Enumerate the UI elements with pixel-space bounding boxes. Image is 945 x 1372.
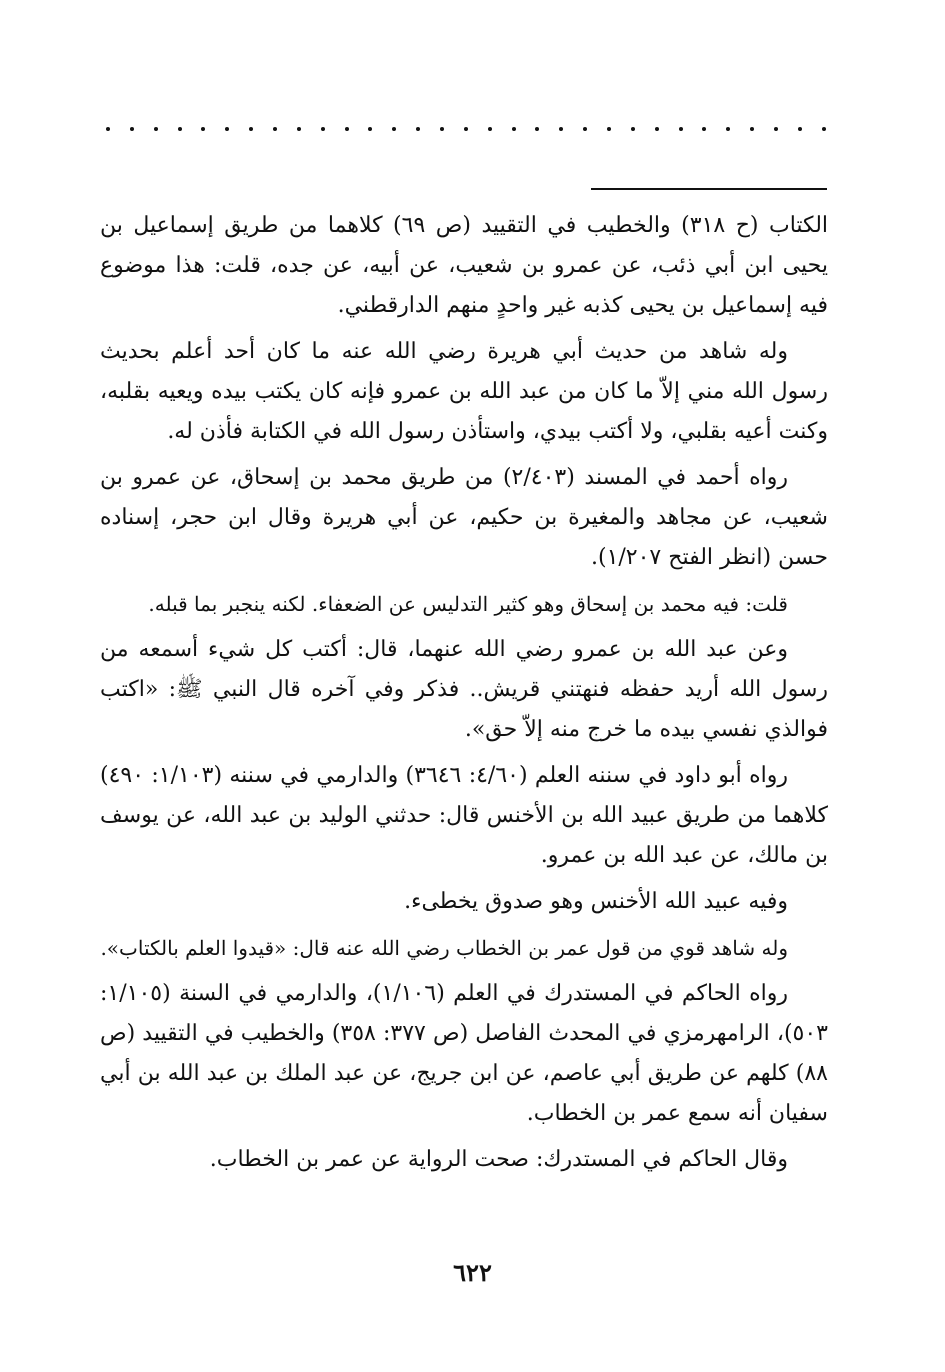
- separator-dot: [512, 127, 516, 131]
- separator-dot: [655, 127, 659, 131]
- separator-dot: [631, 127, 635, 131]
- paragraph-6: رواه أبو داود في سننه العلم (٤/٦٠: ٣٦٤٦) والدارمي في سننه (١/١٠٣: ٤٩٠) كلاهما من طريق عبيد الله بن الأخنس قال: حدثني الوليد بن عبد الله، عن يوسف بن مالك، عن عبد الله بن عمرو.: [100, 763, 828, 868]
- dotted-separator: [106, 124, 826, 134]
- separator-dot: [679, 127, 683, 131]
- paragraph-4: قلت: فيه محمد بن إسحاق وهو كثير التدليس عن الضعفاء. لكنه ينجبر بما قبله.: [148, 592, 788, 616]
- separator-dot: [702, 127, 706, 131]
- paragraph-3: رواه أحمد في المسند (٢/٤٠٣) من طريق محمد بن إسحاق، عن عمرو بن شعيب، عن مجاهد والمغيرة بن حكيم، عن أبي هريرة وقال ابن حجر، إسناده حسن (انظر الفتح ١/٢٠٧).: [100, 465, 828, 570]
- separator-dot: [726, 127, 730, 131]
- separator-dot: [249, 127, 253, 131]
- paragraph-1: الكتاب (ح ٣١٨) والخطيب في التقييد (ص ٦٩) كلاهما من طريق إسماعيل بن يحيى ابن أبي ذئب، عن عمرو بن شعيب، عن أبيه، عن جده، قلت: هذا موضوع فيه إسماعيل بن يحيى كذبه غير واحدٍ منهم الدارقطني.: [100, 213, 829, 318]
- separator-dot: [822, 127, 826, 131]
- separator-dot: [798, 127, 802, 131]
- separator-dot: [392, 127, 396, 131]
- separator-dot: [464, 127, 468, 131]
- paragraph-9: رواه الحاكم في المستدرك في العلم (١/١٠٦)، والدارمي في السنة (١/١٠٥: ٥٠٣)، الرامهرمزي في المحدث الفاصل (ص ٣٧٧: ٣٥٨) والخطيب في التقييد (ص ٨٨) كلهم عن طريق أبي عاصم، عن ابن جريج، عن عبد الملك بن عبد الله بن أبي سفيان أنه سمع عمر بن الخطاب.: [100, 981, 828, 1126]
- separator-dot: [321, 127, 325, 131]
- separator-dot: [607, 127, 611, 131]
- separator-dot: [559, 127, 563, 131]
- paragraph-5: وعن عبد الله بن عمرو رضي الله عنهما، قال: أكتب كل شيء أسمعه من رسول الله أريد حفظه فنهتني قريش.. فذكر وفي آخره قال النبي ﷺ: «اكتب فوالذي نفسي بيده ما خرج منه إلاّ حق».: [100, 637, 828, 742]
- paragraph-8: وله شاهد قوي من قول عمر بن الخطاب رضي الله عنه قال: «قيدوا العلم بالكتاب».: [100, 936, 788, 960]
- footnote-text: [100, 206, 828, 1186]
- page-number: ٦٢٢: [453, 1258, 492, 1287]
- separator-dot: [368, 127, 372, 131]
- separator-dot: [297, 127, 301, 131]
- separator-dot: [178, 127, 182, 131]
- separator-dot: [535, 127, 539, 131]
- separator-dot: [106, 127, 110, 131]
- separator-dot: [774, 127, 778, 131]
- separator-dot: [416, 127, 420, 131]
- paragraph-7: وفيه عبيد الله الأخنس وهو صدوق يخطىء.: [404, 889, 788, 914]
- separator-dot: [225, 127, 229, 131]
- paragraph-2: وله شاهد من حديث أبي هريرة رضي الله عنه ما كان أحد أعلم بحديث رسول الله مني إلاّ ما كان من عبد الله بن عمرو فإنه كان يكتب بيده ويعيه بقلبه، وكنت أعيه بقلبي، ولا أكتب بيدي، واستأذن رسول الله في الكتابة فأذن له.: [100, 339, 828, 444]
- paragraph-10: وقال الحاكم في المستدرك: صحت الرواية عن عمر بن الخطاب.: [209, 1147, 788, 1172]
- separator-dot: [750, 127, 754, 131]
- separator-dot: [130, 127, 134, 131]
- separator-dot: [583, 127, 587, 131]
- separator-dot: [273, 127, 277, 131]
- separator-dot: [440, 127, 444, 131]
- footnote-rule: [591, 188, 827, 190]
- separator-dot: [345, 127, 349, 131]
- separator-dot: [154, 127, 158, 131]
- separator-dot: [488, 127, 492, 131]
- separator-dot: [201, 127, 205, 131]
